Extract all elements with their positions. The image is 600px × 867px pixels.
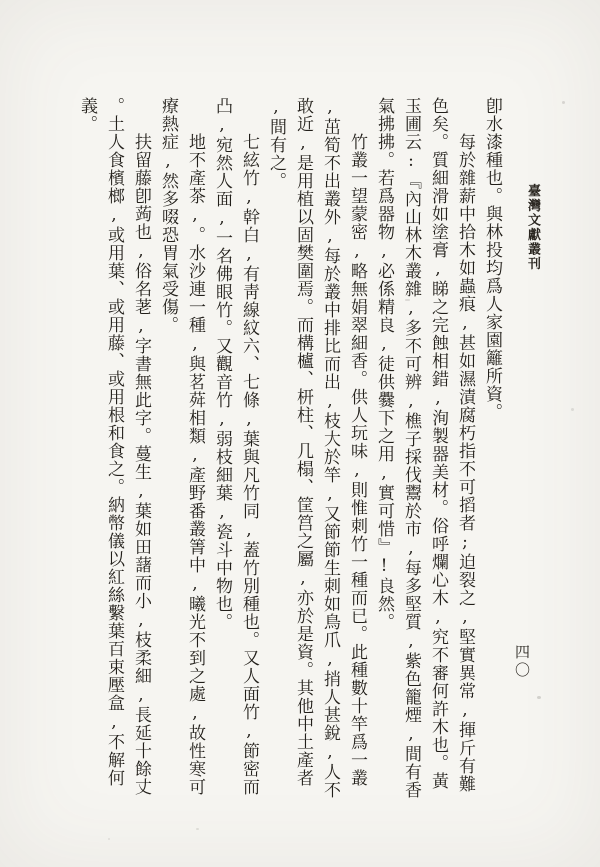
paper-speck <box>405 299 410 301</box>
text-column: 卽水漆種也。與林投均爲人家園籬所資。 <box>482 97 502 421</box>
text-column: 地不產茶,。水沙連一種,與茗荈相類,產野番叢箐中,曦光不到之處,故性寒可 <box>185 133 205 796</box>
running-title: 臺灣文獻叢刊 <box>525 184 540 271</box>
text-column: ,間有之。 <box>266 97 286 190</box>
text-column: 竹叢一望蒙密,略無娟翠細香。供人玩味,則惟刺竹一種而已。此種數十竿爲一叢 <box>347 133 367 787</box>
text-block <box>73 97 505 817</box>
text-column: ,茁筍不出叢外,每於叢中排比而出,枝大於竿,又節節生刺如鳥爪,捎人甚銳,人不 <box>320 97 340 799</box>
text-column: 玉圃云:『內山林木叢雜,多不可辨,樵子採伐鬻於市,每多堅質,紫色籠煙,間有香 <box>401 97 421 799</box>
text-column: 療熱症,然多啜恐胃氣受傷。 <box>158 97 178 334</box>
text-column: 每於雜薪中拾木如蟲痕,甚如濕漬腐朽指不可搯者;迫裂之,堅實異常,揮斤有難 <box>455 133 475 793</box>
paper-speck <box>196 828 199 830</box>
paper-speck <box>562 101 565 104</box>
text-column: 義。 <box>77 97 97 133</box>
text-column: 敢近,是用植以固樊圍焉。而構櫨、枅柱、几榻、筐筥之屬,亦於是資。其他中土產者 <box>293 97 313 787</box>
paper-speck <box>537 696 541 699</box>
text-column: 色矣。質細滑如塗膏,睇之完蝕相錯,洵製器美材。俗呼爛心木,究不審何許木也。黃 <box>428 97 448 790</box>
text-column: 七絃竹,幹白,有靑線紋六、七條,葉與凡竹同,蓋竹別種也。又人面竹,節密而 <box>239 133 259 796</box>
paper-speck <box>571 408 574 411</box>
page-number: 四〇 <box>513 644 531 680</box>
paper-speck <box>108 838 110 840</box>
text-column: 氣拂拂。若爲器物,必係精良,徒供爨下之用,實可惜』!良然。 <box>374 97 394 631</box>
text-column: 扶留藤卽蒟也,俗名荖,字書無此字。蔓生,葉如田藷而小,枝柔細,長延十餘丈 <box>131 133 151 796</box>
text-column: 凸,宛然人面,一名佛眼竹。又觀音竹,弱枝細葉,瓷斗中物也。 <box>212 97 232 631</box>
text-column: 。土人食檳榔,或用葉、或用藤、或用根和食之。納幣儀以紅絲繫葉百束壓盒,不解何 <box>104 97 124 787</box>
